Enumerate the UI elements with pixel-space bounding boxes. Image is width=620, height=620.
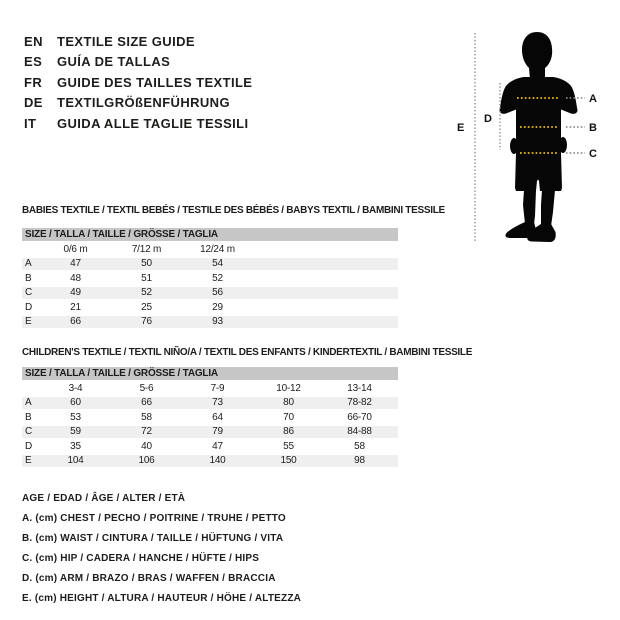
language-code: EN: [24, 33, 43, 49]
row-label-cell: C: [22, 426, 40, 439]
measurement-figure: [450, 20, 620, 252]
language-label: TEXTILE SIZE GUIDE: [57, 33, 195, 49]
children-table-header-bar: SIZE / TALLA / TAILLE / GRÖSSE / TAGLIA: [22, 367, 398, 380]
value-cell: 64: [212, 411, 223, 423]
table-row: [22, 411, 398, 424]
filler-cell: [395, 440, 398, 453]
value-cell: 66: [40, 316, 111, 329]
value-cell: 53: [70, 411, 81, 423]
value-cell: 49: [40, 287, 111, 300]
column-header-row: [22, 243, 398, 256]
value-cell: 54: [182, 258, 253, 271]
value-cell: 93: [182, 316, 253, 329]
child-silhouette-diagram: [450, 20, 620, 252]
child-silhouette-icon: [500, 32, 578, 242]
filler-cell: [395, 455, 398, 468]
language-row: [24, 93, 252, 114]
filler-cell: [395, 382, 398, 395]
value-cell: 58: [354, 440, 365, 452]
value-cell: 48: [70, 272, 81, 284]
value-cell: 79: [182, 426, 253, 439]
table-row: [22, 455, 398, 468]
legend-row: E. (cm) HEIGHT / ALTURA / HAUTEUR / HÖHE / ALTEZZA: [22, 593, 302, 604]
language-row: [24, 31, 252, 52]
label-d: D: [484, 113, 492, 125]
value-cell: 59: [40, 426, 111, 439]
label-b: B: [589, 122, 597, 134]
row-label-cell: A: [22, 258, 40, 271]
filler-cell: [253, 301, 398, 314]
table-row: [22, 301, 398, 314]
value-cell: 40: [141, 440, 152, 452]
value-cell: 86: [253, 426, 324, 439]
filler-cell: [253, 258, 398, 271]
language-row: [24, 72, 252, 93]
legend-row: B. (cm) WAIST / CINTURA / TAILLE / HÜFTUNG / VITA: [22, 533, 284, 544]
table-row: [22, 272, 398, 285]
value-cell: 51: [141, 272, 152, 284]
table-row: [22, 397, 398, 410]
legend-row: AGE / EDAD / ÂGE / ALTER / ETÀ: [22, 493, 186, 504]
column-header-cell: 7-9: [182, 382, 253, 395]
row-label-cell: A: [22, 397, 40, 410]
filler-cell: [395, 397, 398, 410]
value-cell: 72: [111, 426, 182, 439]
filler-cell: [395, 411, 398, 424]
value-cell: 73: [182, 397, 253, 410]
row-label-cell: E: [22, 316, 40, 329]
value-cell: 84-88: [324, 426, 395, 439]
value-cell: 150: [253, 455, 324, 468]
language-label: GUIDA ALLE TAGLIE TESSILI: [57, 115, 249, 131]
children-table-section: [22, 367, 398, 469]
value-cell: 29: [212, 301, 223, 313]
label-a: A: [589, 93, 597, 105]
value-cell: 52: [111, 287, 182, 300]
language-code: DE: [24, 95, 43, 111]
column-header-cell: 5-6: [111, 382, 182, 395]
table-row: [22, 287, 398, 300]
value-cell: 66-70: [347, 411, 372, 423]
babies-section-heading: BABIES TEXTILE / TEXTIL BEBÉS / TESTILE DES BÉBÉS / BABYS TEXTIL / BAMBINI TESSILE: [22, 205, 445, 216]
language-code: ES: [24, 54, 43, 70]
column-header-cell: 12/24 m: [182, 243, 253, 256]
value-cell: 104: [40, 455, 111, 468]
legend-row: A. (cm) CHEST / PECHO / POITRINE / TRUHE / PETTO: [22, 513, 286, 524]
language-label: GUÍA DE TALLAS: [57, 54, 171, 70]
label-c: C: [589, 148, 597, 160]
value-cell: 35: [70, 440, 81, 452]
legend-row: D. (cm) ARM / BRAZO / BRAS / WAFFEN / BRACCIA: [22, 573, 276, 584]
table-row: [22, 258, 398, 271]
language-list: [24, 31, 252, 134]
value-cell: 98: [324, 455, 395, 468]
corner-cell: [22, 243, 40, 256]
row-label-cell: C: [22, 287, 40, 300]
table-row: [22, 426, 398, 439]
column-header-cell: 3-4: [40, 382, 111, 395]
babies-table-section: [22, 228, 398, 330]
language-row: [24, 52, 252, 73]
value-cell: 106: [111, 455, 182, 468]
value-cell: 47: [212, 440, 223, 452]
row-label-cell: E: [22, 455, 40, 468]
language-label: TEXTILGRÖßENFÜHRUNG: [57, 95, 230, 111]
row-label-cell: D: [25, 301, 33, 313]
value-cell: 70: [283, 411, 294, 423]
value-cell: 76: [111, 316, 182, 329]
value-cell: 140: [182, 455, 253, 468]
language-code: IT: [24, 115, 37, 131]
row-label-cell: D: [25, 440, 33, 452]
row-label-cell: B: [25, 411, 32, 423]
value-cell: 78-82: [324, 397, 395, 410]
value-cell: 58: [141, 411, 152, 423]
filler-cell: [253, 272, 398, 285]
filler-cell: [253, 243, 398, 256]
value-cell: 60: [40, 397, 111, 410]
children-size-table: [22, 380, 398, 469]
corner-cell: [22, 382, 40, 395]
column-header-cell: 13-14: [324, 382, 395, 395]
language-label: GUIDE DES TAILLES TEXTILE: [57, 74, 253, 90]
children-section-heading: CHILDREN'S TEXTILE / TEXTIL NIÑO/A / TEXTIL DES ENFANTS / KINDERTEXTIL / BAMBINI TESSILE: [22, 347, 473, 358]
babies-size-table: [22, 241, 398, 330]
value-cell: 66: [111, 397, 182, 410]
value-cell: 56: [182, 287, 253, 300]
column-header-row: [22, 382, 398, 395]
value-cell: 80: [253, 397, 324, 410]
measurement-legend: [22, 489, 301, 609]
language-code: FR: [24, 74, 43, 90]
legend-row: C. (cm) HIP / CADERA / HANCHE / HÜFTE / HIPS: [22, 553, 260, 564]
label-e: E: [457, 122, 465, 134]
value-cell: 55: [283, 440, 294, 452]
language-row: [24, 113, 252, 134]
filler-cell: [253, 287, 398, 300]
value-cell: 47: [40, 258, 111, 271]
value-cell: 21: [70, 301, 81, 313]
filler-cell: [253, 316, 398, 329]
column-header-cell: 7/12 m: [111, 243, 182, 256]
column-header-cell: 10-12: [253, 382, 324, 395]
filler-cell: [395, 426, 398, 439]
column-header-cell: 0/6 m: [40, 243, 111, 256]
value-cell: 25: [141, 301, 152, 313]
value-cell: 50: [111, 258, 182, 271]
table-row: [22, 440, 398, 453]
table-row: [22, 316, 398, 329]
babies-table-header-bar: SIZE / TALLA / TAILLE / GRÖSSE / TAGLIA: [22, 228, 398, 241]
value-cell: 52: [212, 272, 223, 284]
row-label-cell: B: [25, 272, 32, 284]
